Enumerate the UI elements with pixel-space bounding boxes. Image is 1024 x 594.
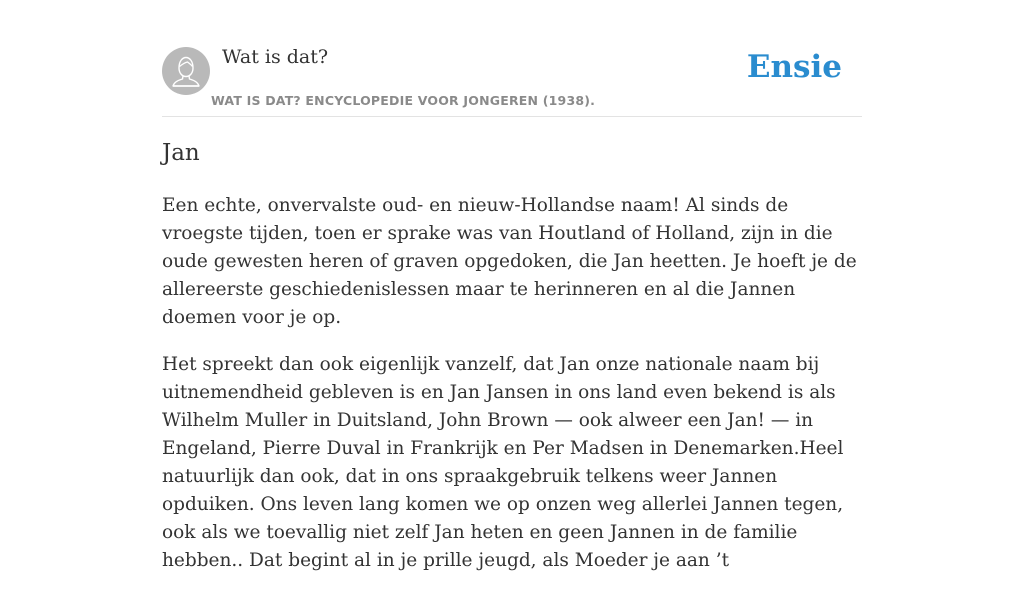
entry-content bbox=[162, 192, 862, 594]
entry-title: Jan bbox=[162, 140, 200, 166]
avatar[interactable] bbox=[162, 47, 210, 95]
source-subtitle[interactable]: WAT IS DAT? ENCYCLOPEDIE VOOR JONGEREN (1938). bbox=[211, 93, 596, 108]
entry-paragraph-1: Een echte, onvervalste oud- en nieuw-Hollandse naam! Al sinds de vroegste tijden, toen er sprake was van Houtland of Holland, zijn in die oude gewesten heren of graven opgedoken, die Jan heetten. Je hoeft je de allereerste geschiedenislessen maar te herinneren en al die Jannen doemen voor je op. bbox=[162, 195, 857, 328]
brand-logo[interactable]: Ensie bbox=[746, 49, 842, 85]
source-header bbox=[162, 40, 862, 117]
entry-paragraph-2: Het spreekt dan ook eigenlijk vanzelf, dat Jan onze nationale naam bij uitnemendheid gebleven is en Jan Jansen in ons land even bekend is als Wilhelm Muller in Duitsland, John Brown — ook alweer een Jan! — in Engeland, Pierre Duval in Frankrijk en Per Madsen in Denemarken.Heel natuurlijk dan ook, dat in ons spraakgebruik telkens weer Jannen opduiken. Ons leven lang komen we op onzen weg allerlei Jannen tegen, ook als we toevallig niet zelf Jan heten en geen Jannen in de familie hebben.. Dat begint al in je prille jeugd, als Moeder je aan ’t bbox=[162, 354, 844, 571]
user-silhouette-icon bbox=[162, 47, 210, 95]
source-title[interactable]: Wat is dat? bbox=[222, 46, 329, 68]
